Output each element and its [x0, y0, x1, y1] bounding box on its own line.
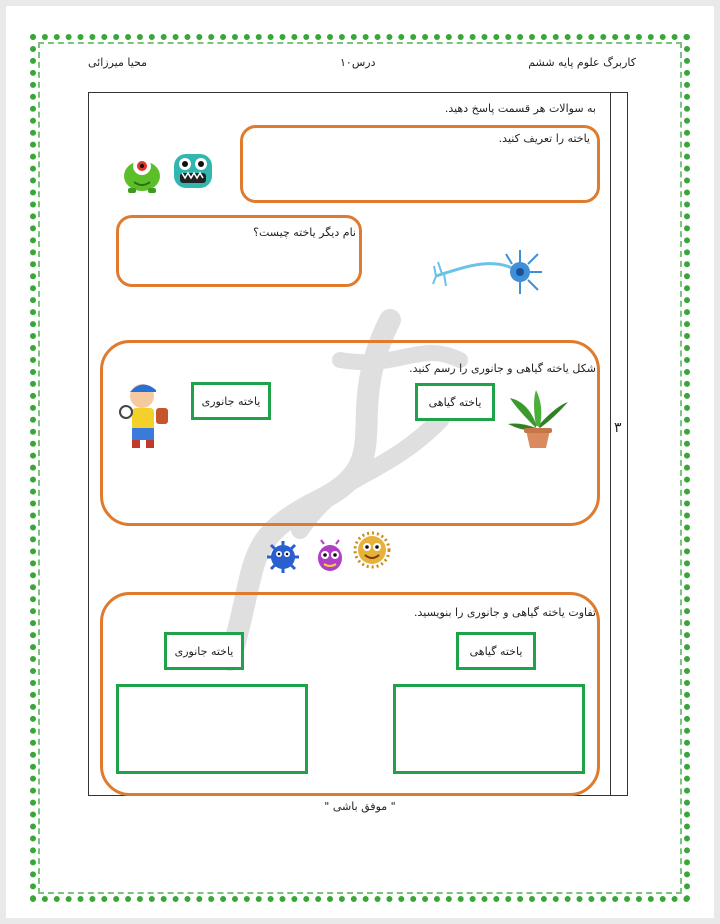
- q3-animal-cell-label: یاخته جانوری: [191, 382, 271, 420]
- lesson-number: درس۱۰: [340, 56, 376, 69]
- q4-animal-cell-label: یاخته جانوری: [164, 632, 244, 670]
- germ-purple-icon: [314, 538, 346, 574]
- q4-animal-answer-field[interactable]: [116, 684, 308, 774]
- q4-text: تفاوت یاخته گیاهی و جانوری را بنویسید.: [414, 606, 596, 619]
- q4-plant-answer-field[interactable]: [393, 684, 585, 774]
- monster-teal-icon: [168, 146, 218, 194]
- germ-blue-icon: [264, 538, 302, 576]
- germ-yellow-icon: [352, 530, 392, 570]
- plant-pot-icon: [506, 388, 570, 450]
- q3-text: شکل یاخته گیاهی و جانوری را رسم کنید.: [409, 362, 596, 375]
- worksheet-title: کاربرگ علوم پایه ششم: [528, 56, 636, 69]
- monster-green-icon: [116, 148, 168, 194]
- instruction-text: به سوالات هر قسمت پاسخ دهید.: [444, 102, 596, 115]
- q3-plant-cell-label: یاخته گیاهی: [415, 383, 495, 421]
- neuron-icon: [432, 246, 544, 298]
- table-divider: [610, 92, 611, 796]
- q2-text: نام دیگر یاخته چیست؟: [253, 226, 356, 239]
- row-number: ۳: [614, 420, 622, 436]
- footer-message: " موفق باشی ": [324, 800, 396, 813]
- q1-text: یاخته را تعریف کنید.: [498, 132, 590, 145]
- author-name: محیا میرزائی: [88, 56, 148, 69]
- child-magnifier-icon: [118, 378, 176, 450]
- q4-plant-cell-label: یاخته گیاهی: [456, 632, 536, 670]
